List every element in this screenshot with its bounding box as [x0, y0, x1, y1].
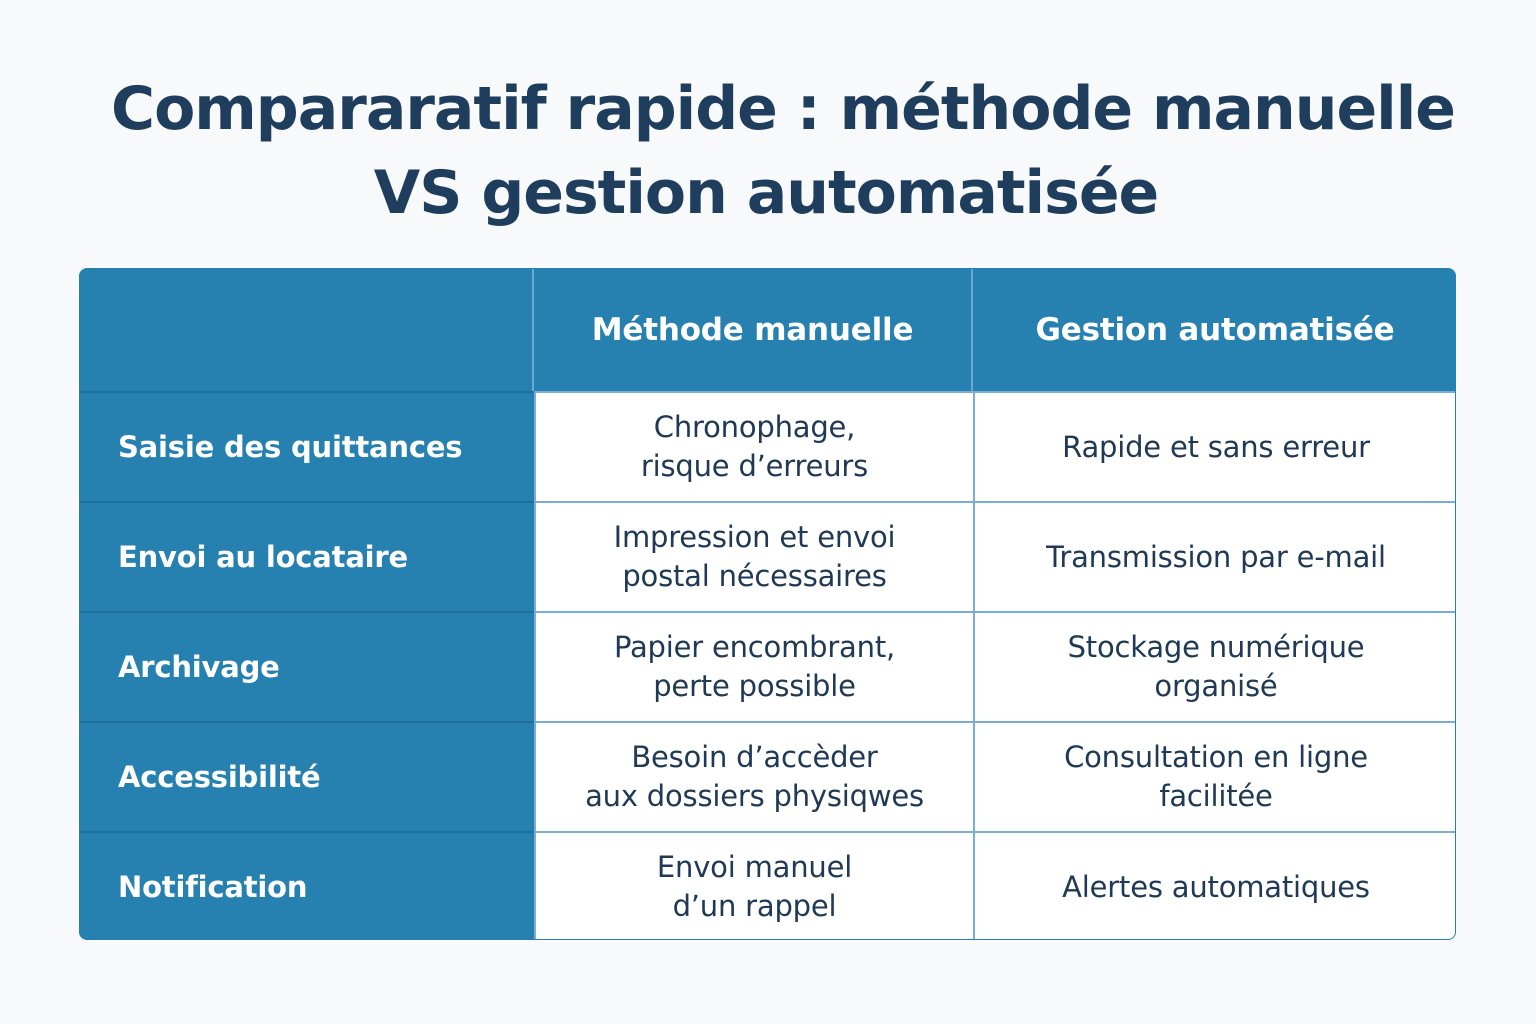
row-notification-manual: Envoi manuel d’un rappel	[534, 831, 973, 940]
row-label-accessibilite: Accessibilité	[80, 721, 534, 831]
row-label-notification: Notification	[80, 831, 534, 940]
row-label-envoi: Envoi au locataire	[80, 501, 534, 611]
row-envoi-automated: Transmission par e-mail	[973, 501, 1456, 611]
header-automated-management: Gestion automatisée	[973, 269, 1456, 391]
page-title-line-1: Compararatif rapide : méthode manuelle	[111, 74, 1455, 144]
row-saisie-manual: Chronophage, risque d’erreurs	[534, 391, 973, 501]
row-envoi-manual: Impression et envoi postal nécessaires	[534, 501, 973, 611]
row-notification-automated: Alertes automatiques	[973, 831, 1456, 940]
header-manual-method: Méthode manuelle	[534, 269, 973, 391]
header-empty-cell	[80, 269, 534, 391]
row-label-saisie: Saisie des quittances	[80, 391, 534, 501]
comparison-table	[79, 268, 1456, 940]
row-saisie-automated: Rapide et sans erreur	[973, 391, 1456, 501]
row-accessibilite-automated: Consultation en ligne facilitée	[973, 721, 1456, 831]
row-accessibilite-manual: Besoin d’accèder aux dossiers physiqwes	[534, 721, 973, 831]
page-title-line-2: VS gestion automatisée	[373, 158, 1159, 228]
row-label-archivage: Archivage	[80, 611, 534, 721]
row-archivage-automated: Stockage numérique organisé	[973, 611, 1456, 721]
row-archivage-manual: Papier encombrant, perte possible	[534, 611, 973, 721]
